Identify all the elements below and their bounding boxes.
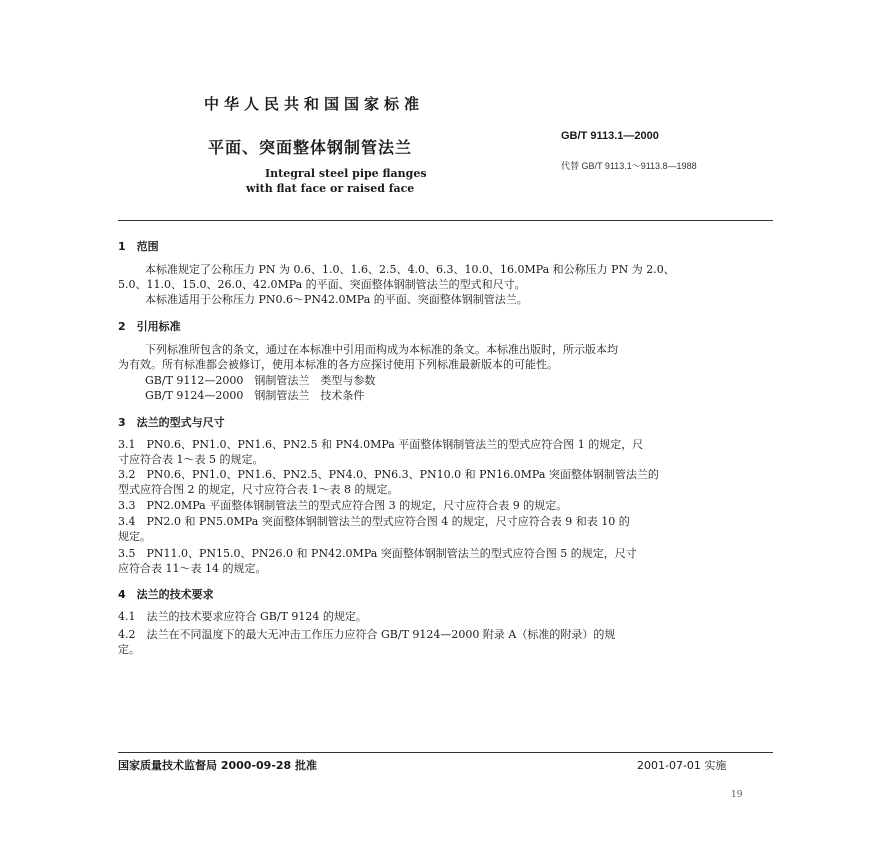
implementation-date: 2001-07-01 实施: [637, 759, 727, 772]
clause-line: 定。: [118, 643, 140, 656]
document-title-en-line1: Integral steel pipe flanges: [265, 167, 427, 180]
approval-date: 国家质量技术监督局 2000-09-28 批准: [118, 759, 318, 772]
paragraph-line: 本标准规定了公称压力 PN 为 0.6、1.0、1.6、2.5、4.0、6.3、10.0、16.0MPa 和公称压力 PN 为 2.0、: [145, 263, 675, 276]
header-divider: [118, 220, 773, 221]
clause-line: 4.2 法兰在不同温度下的最大无冲击工作压力应符合 GB/T 9124—2000 附录 A（标准的附录）的规: [118, 628, 616, 641]
reference-item: GB/T 9124—2000 钢制管法兰 技术条件: [145, 389, 365, 402]
paragraph-line: 本标准适用于公称压力 PN0.6～PN42.0MPa 的平面、突面整体钢制管法兰。: [145, 293, 528, 306]
clause-line: 3.3 PN2.0MPa 平面整体钢制管法兰的型式应符合图 3 的规定，尺寸应符合表 9 的规定。: [118, 499, 568, 512]
page-number: 19: [731, 790, 743, 800]
clause-line: 3.1 PN0.6、PN1.0、PN1.6、PN2.5 和 PN4.0MPa 平面整体钢制管法兰的型式应符合图 1 的规定，尺: [118, 438, 644, 451]
section-heading-types-dimensions: 3 法兰的型式与尺寸: [118, 416, 225, 429]
clause-line: 3.5 PN11.0、PN15.0、PN26.0 和 PN42.0MPa 突面整体钢制管法兰的型式应符合图 5 的规定，尺寸: [118, 547, 637, 560]
clause-line: 4.1 法兰的技术要求应符合 GB/T 9124 的规定。: [118, 610, 367, 623]
paragraph-line: 5.0、11.0、15.0、26.0、42.0MPa 的平面、突面整体钢制管法兰的型式和尺寸。: [118, 278, 526, 291]
clause-line: 寸应符合表 1～表 5 的规定。: [118, 453, 264, 466]
reference-item: GB/T 9112—2000 钢制管法兰 类型与参数: [145, 374, 376, 387]
document-title-cn: 平面、突面整体钢制管法兰: [208, 138, 413, 157]
clause-line: 3.2 PN0.6、PN1.0、PN1.6、PN2.5、PN4.0、PN6.3、PN10.0 和 PN16.0MPa 突面整体钢制管法兰的: [118, 468, 659, 481]
paragraph-line: 下列标准所包含的条文，通过在本标准中引用而构成为本标准的条文。本标准出版时，所示版本均: [145, 343, 618, 356]
clause-line: 型式应符合图 2 的规定，尺寸应符合表 1～表 8 的规定。: [118, 483, 399, 496]
section-heading-scope: 1 范围: [118, 240, 159, 253]
standard-code: GB/T 9113.1—2000: [561, 130, 659, 142]
document-title-en-line2: with flat face or raised face: [246, 182, 415, 195]
paragraph-line: 为有效。所有标准都会被修订，使用本标准的各方应探讨使用下列标准最新版本的可能性。: [118, 358, 558, 371]
clause-line: 应符合表 11～表 14 的规定。: [118, 562, 267, 575]
section-heading-technical-requirements: 4 法兰的技术要求: [118, 588, 214, 601]
clause-line: 规定。: [118, 530, 151, 543]
standard-name: 中华人民共和国国家标准: [204, 95, 425, 113]
clause-line: 3.4 PN2.0 和 PN5.0MPa 突面整体钢制管法兰的型式应符合图 4 的规定，尺寸应符合表 9 和表 10 的: [118, 515, 630, 528]
replaces-note: 代替 GB/T 9113.1～9113.8—1988: [561, 161, 697, 171]
section-heading-references: 2 引用标准: [118, 320, 181, 333]
footer-divider: [118, 752, 773, 753]
